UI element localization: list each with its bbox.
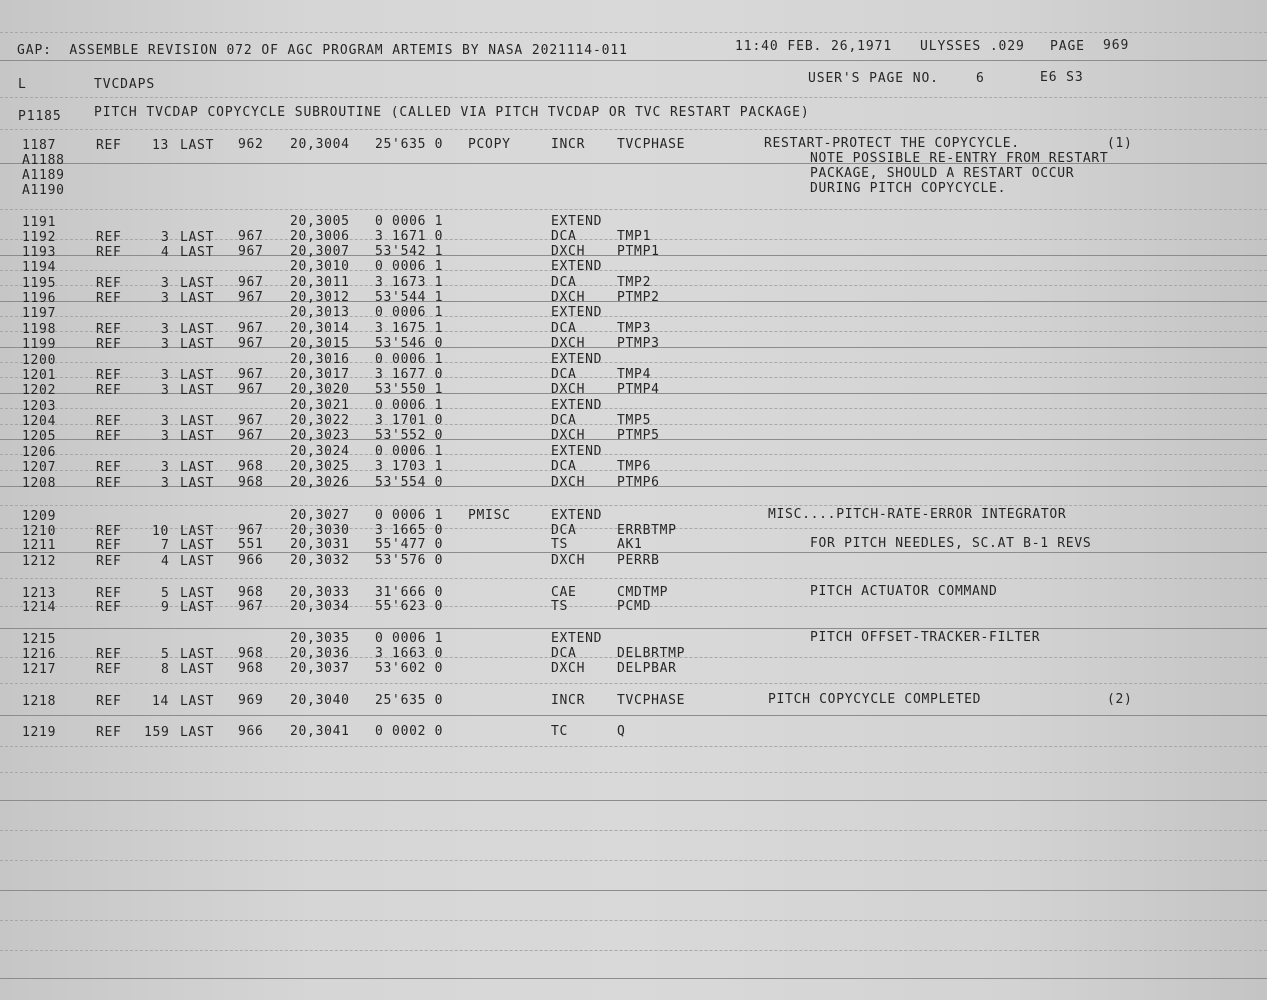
line-number: A1188 — [22, 152, 65, 168]
last-page: 966 — [238, 724, 264, 740]
section-name: TVCDAPS — [94, 77, 156, 92]
line-number: 1187 — [22, 137, 57, 153]
opcode: TC — [551, 723, 569, 739]
octal-value: 53'552 0 — [375, 428, 444, 444]
line-number: 1209 — [22, 508, 57, 524]
address: 20,3027 — [290, 508, 350, 524]
paper-rule-line — [0, 408, 1267, 409]
operand: PTMP5 — [617, 427, 660, 443]
ref-count: 9 — [161, 599, 170, 615]
last-page: 967 — [238, 523, 264, 539]
opcode: CAE — [551, 584, 577, 600]
last-label: LAST — [180, 599, 215, 615]
address: 20,3035 — [290, 631, 350, 647]
octal-value: 25'635 0 — [375, 693, 444, 709]
last-label: LAST — [180, 661, 215, 677]
address: 20,3022 — [290, 413, 350, 429]
ref-count: 3 — [161, 290, 170, 306]
users-page-number: 6 — [976, 71, 985, 86]
line-number: 1196 — [22, 290, 57, 306]
paper-rule-line — [0, 316, 1267, 317]
paper-rule-line — [0, 129, 1267, 130]
comment: RESTART-PROTECT THE COPYCYCLE. — [764, 136, 1020, 152]
line-number: 1192 — [22, 229, 57, 245]
line-number: 1194 — [22, 259, 57, 275]
address: 20,3026 — [290, 475, 350, 491]
octal-value: 53'550 1 — [375, 382, 444, 398]
address: 20,3040 — [290, 693, 350, 709]
address: 20,3005 — [290, 214, 350, 230]
address: 20,3023 — [290, 428, 350, 444]
line-number: 1202 — [22, 382, 57, 398]
address: 20,3037 — [290, 661, 350, 677]
ref-count: 3 — [161, 475, 170, 491]
address: 20,3011 — [290, 275, 350, 291]
octal-value: 31'666 0 — [375, 585, 444, 601]
last-page: 968 — [238, 646, 264, 662]
line-number: 1191 — [22, 214, 57, 230]
last-label: LAST — [180, 475, 215, 491]
symbol-label: PMISC — [468, 507, 511, 523]
octal-value: 0 0006 1 — [375, 352, 444, 368]
address: 20,3012 — [290, 290, 350, 306]
listing-timestamp: 11:40 FEB. 26,1971 — [735, 39, 893, 54]
ref-label: REF — [96, 229, 122, 245]
address: 20,3031 — [290, 537, 350, 553]
ref-label: REF — [96, 537, 122, 553]
line-number: 1214 — [22, 599, 57, 615]
ref-label: REF — [96, 244, 122, 260]
operand: PTMP6 — [617, 474, 660, 490]
last-label: LAST — [180, 290, 215, 306]
octal-value: 3 1663 0 — [375, 646, 444, 662]
operand: TMP1 — [617, 228, 652, 244]
ref-label: REF — [96, 382, 122, 398]
comment: PITCH COPYCYCLE COMPLETED — [768, 692, 982, 708]
ref-count: 13 — [152, 137, 170, 153]
opcode: EXTEND — [551, 351, 603, 367]
assembly-header: GAP: ASSEMBLE REVISION 072 OF AGC PROGRAM ARTEMIS BY NASA 2021114-011 — [17, 43, 628, 58]
opcode: EXTEND — [551, 397, 603, 413]
ref-count: 7 — [161, 537, 170, 553]
octal-value: 53'544 1 — [375, 290, 444, 306]
line-number: 1207 — [22, 459, 57, 475]
last-label: LAST — [180, 413, 215, 429]
address: 20,3030 — [290, 523, 350, 539]
address: 20,3007 — [290, 244, 350, 260]
line-number: 1199 — [22, 336, 57, 352]
paper-rule-line — [0, 60, 1267, 61]
ref-count: 10 — [152, 523, 170, 539]
ref-label: REF — [96, 336, 122, 352]
opcode: EXTEND — [551, 507, 603, 523]
octal-value: 0 0002 0 — [375, 724, 444, 740]
paper-rule-line — [0, 362, 1267, 363]
address: 20,3024 — [290, 444, 350, 460]
octal-value: 0 0006 1 — [375, 631, 444, 647]
opcode: DCA — [551, 645, 577, 661]
address: 20,3041 — [290, 724, 350, 740]
line-number: 1218 — [22, 693, 57, 709]
ref-count: 3 — [161, 336, 170, 352]
line-number: 1212 — [22, 553, 57, 569]
last-label: LAST — [180, 724, 215, 740]
line-number: 1203 — [22, 398, 57, 414]
ref-label: REF — [96, 290, 122, 306]
paper-rule-line — [0, 97, 1267, 98]
address: 20,3016 — [290, 352, 350, 368]
opcode: TS — [551, 536, 569, 552]
last-label: LAST — [180, 275, 215, 291]
octal-value: 3 1677 0 — [375, 367, 444, 383]
opcode: DXCH — [551, 243, 586, 259]
address: 20,3004 — [290, 137, 350, 153]
last-label: LAST — [180, 382, 215, 398]
opcode: DXCH — [551, 474, 586, 490]
line-number: A1190 — [22, 182, 65, 198]
last-page: 969 — [238, 693, 264, 709]
ref-count: 5 — [161, 585, 170, 601]
address: 20,3025 — [290, 459, 350, 475]
paper-rule-line — [0, 890, 1267, 891]
last-label: LAST — [180, 585, 215, 601]
last-label: LAST — [180, 336, 215, 352]
ref-label: REF — [96, 321, 122, 337]
address: 20,3033 — [290, 585, 350, 601]
line-number: 1213 — [22, 585, 57, 601]
comment: PITCH ACTUATOR COMMAND — [810, 584, 998, 600]
line-number: 1208 — [22, 475, 57, 491]
last-label: LAST — [180, 367, 215, 383]
operand: PTMP1 — [617, 243, 660, 259]
octal-value: 0 0006 1 — [375, 508, 444, 524]
last-label: LAST — [180, 646, 215, 662]
paper-rule-line — [0, 715, 1267, 716]
comment: FOR PITCH NEEDLES, SC.AT B-1 REVS — [810, 536, 1092, 552]
line-number: 1219 — [22, 724, 57, 740]
ref-label: REF — [96, 459, 122, 475]
symbol-label: PCOPY — [468, 136, 511, 152]
last-label: LAST — [180, 137, 215, 153]
last-page: 967 — [238, 229, 264, 245]
opcode: DXCH — [551, 552, 586, 568]
address: 20,3006 — [290, 229, 350, 245]
last-page: 968 — [238, 459, 264, 475]
last-page: 967 — [238, 382, 264, 398]
operand: TMP3 — [617, 320, 652, 336]
octal-value: 53'554 0 — [375, 475, 444, 491]
opcode: INCR — [551, 692, 586, 708]
comment: PACKAGE, SHOULD A RESTART OCCUR — [810, 166, 1075, 182]
last-label: LAST — [180, 244, 215, 260]
opcode: DXCH — [551, 289, 586, 305]
ref-count: 3 — [161, 413, 170, 429]
operand: AK1 — [617, 536, 643, 552]
opcode: EXTEND — [551, 630, 603, 646]
last-label: LAST — [180, 321, 215, 337]
octal-value: 55'623 0 — [375, 599, 444, 615]
opcode: DCA — [551, 458, 577, 474]
last-page: 967 — [238, 321, 264, 337]
users-page-label: USER'S PAGE NO. — [808, 71, 939, 86]
ref-count: 159 — [144, 724, 170, 740]
ref-count: 3 — [161, 367, 170, 383]
comment: DURING PITCH COPYCYCLE. — [810, 181, 1007, 197]
paper-rule-line — [0, 830, 1267, 831]
operand: CMDTMP — [617, 584, 669, 600]
last-page: 968 — [238, 585, 264, 601]
line-number: 1201 — [22, 367, 57, 383]
paper-rule-line — [0, 505, 1267, 506]
ref-count: 5 — [161, 646, 170, 662]
paper-rule-line — [0, 860, 1267, 861]
comment: PITCH OFFSET-TRACKER-FILTER — [810, 630, 1041, 646]
paper-rule-line — [0, 578, 1267, 579]
last-label: LAST — [180, 537, 215, 553]
operand: DELBRTMP — [617, 645, 686, 661]
operand: TMP6 — [617, 458, 652, 474]
address: 20,3014 — [290, 321, 350, 337]
opcode: DCA — [551, 274, 577, 290]
paper-rule-line — [0, 950, 1267, 951]
last-page: 967 — [238, 275, 264, 291]
line-number: 1200 — [22, 352, 57, 368]
octal-value: 3 1673 1 — [375, 275, 444, 291]
address: 20,3020 — [290, 382, 350, 398]
last-page: 967 — [238, 413, 264, 429]
opcode: EXTEND — [551, 258, 603, 274]
address: 20,3034 — [290, 599, 350, 615]
octal-value: 3 1665 0 — [375, 523, 444, 539]
address: 20,3010 — [290, 259, 350, 275]
line-number: 1205 — [22, 428, 57, 444]
last-page: 967 — [238, 599, 264, 615]
address: 20,3013 — [290, 305, 350, 321]
octal-value: 53'542 1 — [375, 244, 444, 260]
page-label: PAGE — [1050, 39, 1085, 54]
opcode: EXTEND — [551, 443, 603, 459]
opcode: DXCH — [551, 381, 586, 397]
last-page: 968 — [238, 661, 264, 677]
ref-label: REF — [96, 413, 122, 429]
line-number: 1204 — [22, 413, 57, 429]
ref-label: REF — [96, 428, 122, 444]
opcode: TS — [551, 598, 569, 614]
last-page: 967 — [238, 428, 264, 444]
ref-count: 3 — [161, 428, 170, 444]
address: 20,3036 — [290, 646, 350, 662]
paper-rule-line — [0, 32, 1267, 33]
ref-label: REF — [96, 585, 122, 601]
operand: ERRBTMP — [617, 522, 677, 538]
line-number: 1216 — [22, 646, 57, 662]
ref-count: 3 — [161, 321, 170, 337]
operand: PTMP4 — [617, 381, 660, 397]
ref-count: 8 — [161, 661, 170, 677]
ref-label: REF — [96, 137, 122, 153]
comment: MISC....PITCH-RATE-ERROR INTEGRATOR — [768, 507, 1067, 523]
paper-rule-line — [0, 628, 1267, 629]
ref-count: 3 — [161, 229, 170, 245]
octal-value: 0 0006 1 — [375, 398, 444, 414]
ref-label: REF — [96, 367, 122, 383]
line-number: 1210 — [22, 523, 57, 539]
operand: TMP2 — [617, 274, 652, 290]
operand: TMP4 — [617, 366, 652, 382]
address: 20,3015 — [290, 336, 350, 352]
last-label: LAST — [180, 428, 215, 444]
octal-value: 3 1675 1 — [375, 321, 444, 337]
address: 20,3032 — [290, 553, 350, 569]
line-number: A1189 — [22, 167, 65, 183]
opcode: DXCH — [551, 427, 586, 443]
operand: PTMP3 — [617, 335, 660, 351]
last-page: 968 — [238, 475, 264, 491]
paper-rule-line — [0, 800, 1267, 801]
opcode: DXCH — [551, 660, 586, 676]
comment: NOTE POSSIBLE RE-ENTRY FROM RESTART — [810, 151, 1109, 167]
octal-value: 3 1703 1 — [375, 459, 444, 475]
last-page: 967 — [238, 290, 264, 306]
last-page: 967 — [238, 336, 264, 352]
ref-count: 4 — [161, 553, 170, 569]
paper-rule-line — [0, 746, 1267, 747]
ref-count: 3 — [161, 459, 170, 475]
ref-label: REF — [96, 693, 122, 709]
octal-value: 3 1701 0 — [375, 413, 444, 429]
ref-label: REF — [96, 661, 122, 677]
last-label: LAST — [180, 693, 215, 709]
paper-rule-line — [0, 209, 1267, 210]
paper-rule-line — [0, 772, 1267, 773]
octal-value: 0 0006 1 — [375, 214, 444, 230]
paper-rule-line — [0, 454, 1267, 455]
octal-value: 0 0006 1 — [375, 444, 444, 460]
operand: DELPBAR — [617, 660, 677, 676]
line-number: 1197 — [22, 305, 57, 321]
system-id: ULYSSES .029 — [920, 39, 1025, 54]
ref-count: 4 — [161, 244, 170, 260]
paper-rule-line — [0, 978, 1267, 979]
operand: TVCPHASE — [617, 692, 686, 708]
procedure-id: P1185 — [18, 109, 62, 124]
octal-value: 3 1671 0 — [375, 229, 444, 245]
last-page: 966 — [238, 553, 264, 569]
ref-label: REF — [96, 475, 122, 491]
line-number: 1217 — [22, 661, 57, 677]
octal-value: 0 0006 1 — [375, 305, 444, 321]
paper-rule-line — [0, 920, 1267, 921]
operand: PCMD — [617, 598, 652, 614]
line-number: 1195 — [22, 275, 57, 291]
operand: TVCPHASE — [617, 136, 686, 152]
ref-count: 3 — [161, 275, 170, 291]
page-number: 969 — [1103, 38, 1130, 53]
octal-value: 0 0006 1 — [375, 259, 444, 275]
last-label: LAST — [180, 459, 215, 475]
operand: Q — [617, 723, 626, 739]
ref-label: REF — [96, 523, 122, 539]
octal-value: 55'477 0 — [375, 537, 444, 553]
opcode: DCA — [551, 366, 577, 382]
e6-s3-code: E6 S3 — [1040, 70, 1084, 85]
last-page: 962 — [238, 137, 264, 153]
last-label: LAST — [180, 553, 215, 569]
opcode: EXTEND — [551, 304, 603, 320]
opcode: DCA — [551, 228, 577, 244]
operand: TMP5 — [617, 412, 652, 428]
paper-rule-line — [0, 683, 1267, 684]
opcode: INCR — [551, 136, 586, 152]
opcode: EXTEND — [551, 213, 603, 229]
last-page: 551 — [238, 537, 264, 553]
paper-rule-line — [0, 270, 1267, 271]
opcode: DCA — [551, 522, 577, 538]
line-number: 1215 — [22, 631, 57, 647]
last-label: LAST — [180, 523, 215, 539]
ref-label: REF — [96, 553, 122, 569]
opcode: DCA — [551, 320, 577, 336]
last-page: 967 — [238, 367, 264, 383]
operand: PERRB — [617, 552, 660, 568]
address: 20,3021 — [290, 398, 350, 414]
last-page: 967 — [238, 244, 264, 260]
line-number: 1198 — [22, 321, 57, 337]
octal-value: 25'635 0 — [375, 137, 444, 153]
line-number: 1206 — [22, 444, 57, 460]
opcode: DCA — [551, 412, 577, 428]
ref-count: 3 — [161, 382, 170, 398]
ref-label: REF — [96, 275, 122, 291]
octal-value: 53'546 0 — [375, 336, 444, 352]
line-number: 1193 — [22, 244, 57, 260]
l-marker: L — [18, 77, 27, 92]
address: 20,3017 — [290, 367, 350, 383]
ref-count: 14 — [152, 693, 170, 709]
note-ref: (1) — [1107, 135, 1133, 151]
ref-label: REF — [96, 646, 122, 662]
octal-value: 53'576 0 — [375, 553, 444, 569]
octal-value: 53'602 0 — [375, 661, 444, 677]
ref-label: REF — [96, 599, 122, 615]
ref-label: REF — [96, 724, 122, 740]
note-ref: (2) — [1107, 691, 1133, 707]
line-number: 1211 — [22, 537, 57, 553]
procedure-title: PITCH TVCDAP COPYCYCLE SUBROUTINE (CALLED VIA PITCH TVCDAP OR TVC RESTART PACKAGE) — [94, 105, 810, 120]
last-label: LAST — [180, 229, 215, 245]
operand: PTMP2 — [617, 289, 660, 305]
opcode: DXCH — [551, 335, 586, 351]
